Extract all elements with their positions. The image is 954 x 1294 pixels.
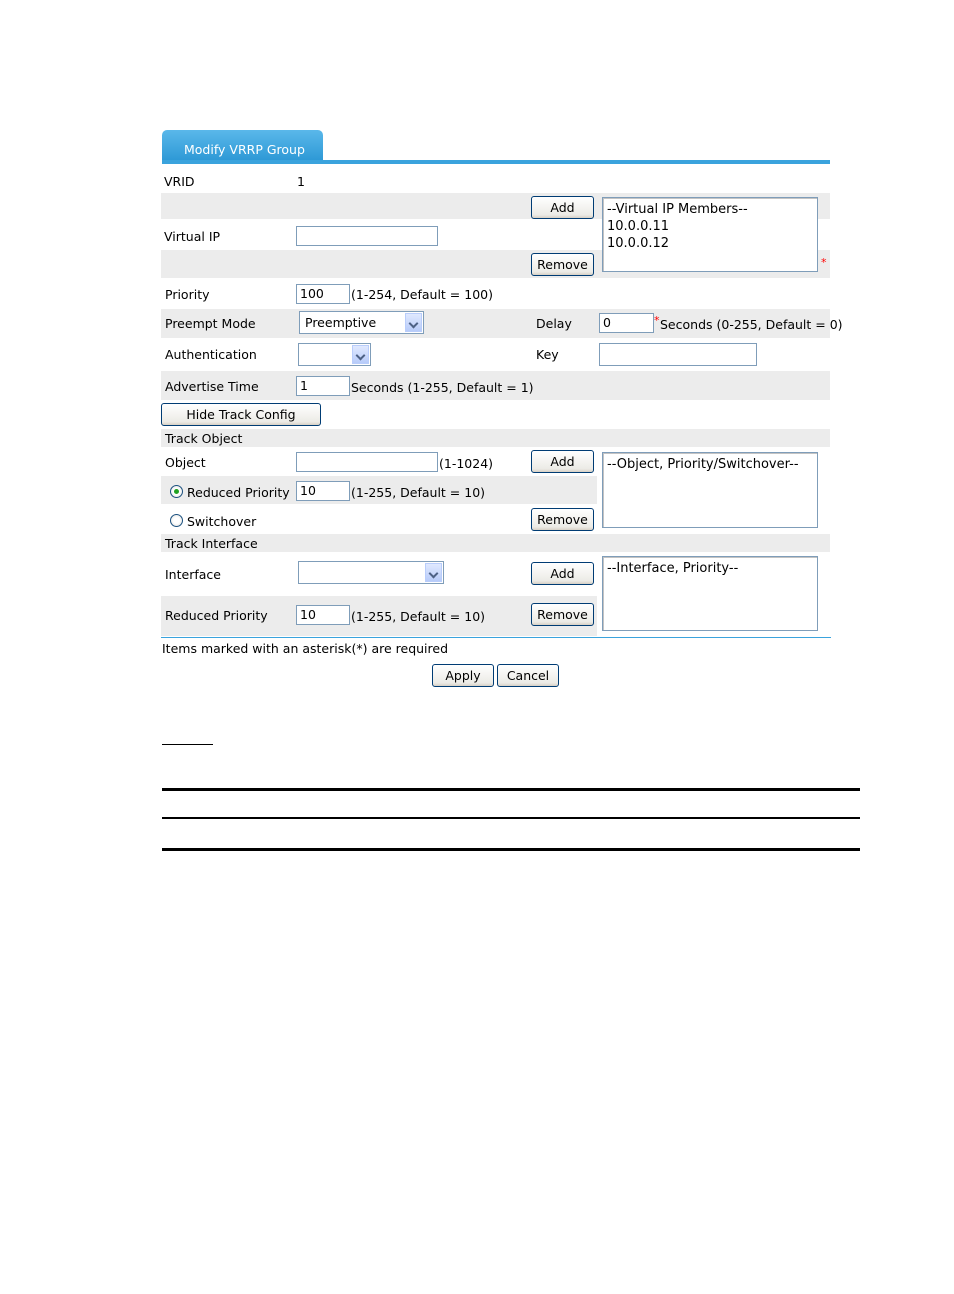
list-item[interactable]: 10.0.0.12 [607,236,670,251]
reduced-priority-label: Reduced Priority [187,485,290,500]
preempt-mode-label: Preempt Mode [165,316,256,331]
delay-hint: Seconds (0-255, Default = 0) [660,317,843,332]
authentication-label: Authentication [165,347,257,362]
chevron-down-icon[interactable] [352,345,369,364]
table-middle-rule [162,817,860,819]
chevron-down-icon[interactable] [405,313,422,332]
key-input[interactable] [599,343,757,366]
authentication-select[interactable] [298,343,371,366]
list-item[interactable]: 10.0.0.11 [607,219,670,234]
track-object-add-button[interactable]: Add [531,450,594,473]
row-shade [161,534,830,552]
row-shade [161,429,830,447]
priority-label: Priority [165,287,210,302]
preempt-mode-select[interactable] [299,311,424,334]
list-item[interactable]: --Virtual IP Members-- [607,202,748,217]
tab-underline [162,160,830,164]
track-object-reduced-priority-input[interactable]: 10 [296,481,350,501]
track-interface-add-button[interactable]: Add [531,562,594,585]
required-asterisk: * [821,256,827,269]
cancel-button[interactable]: Cancel [497,664,559,687]
tab-modify-vrrp-group[interactable] [162,130,323,163]
list-item[interactable]: --Object, Priority/Switchover-- [607,457,799,472]
preempt-mode-value: Preemptive [305,315,377,330]
priority-hint: (1-254, Default = 100) [351,287,493,302]
track-interface-reduced-priority-hint: (1-255, Default = 10) [351,609,486,624]
track-interface-remove-button[interactable]: Remove [531,603,594,626]
key-label: Key [536,347,559,362]
track-object-reduced-priority-hint: (1-255, Default = 10) [351,485,486,500]
reduced-priority-radio[interactable] [170,485,183,498]
virtual-ip-remove-button[interactable]: Remove [531,253,594,276]
table-bottom-rule [162,848,860,851]
track-interface-section-label: Track Interface [165,536,258,551]
apply-button[interactable]: Apply [432,664,494,687]
interface-select[interactable] [298,561,444,584]
switchover-label: Switchover [187,514,257,529]
vrid-value: 1 [297,174,305,189]
hide-track-config-button[interactable]: Hide Track Config [161,403,321,426]
tab-title: Modify VRRP Group [184,142,305,157]
delay-input[interactable]: 0 [599,313,654,333]
advertise-time-label: Advertise Time [165,379,259,394]
virtual-ip-label: Virtual IP [164,229,221,244]
required-fields-note: Items marked with an asterisk(*) are required [162,641,449,656]
track-interface-list[interactable] [602,556,818,631]
required-asterisk: * [654,314,660,327]
advertise-time-input[interactable]: 1 [296,376,350,396]
chevron-down-icon[interactable] [425,563,442,582]
track-interface-reduced-priority-label: Reduced Priority [165,608,268,623]
vrid-label: VRID [164,174,195,189]
switchover-radio[interactable] [170,514,183,527]
object-input[interactable] [296,452,438,472]
track-object-section-label: Track Object [165,431,243,446]
object-hint: (1-1024) [439,456,494,471]
short-rule [162,744,213,745]
priority-input[interactable]: 100 [296,284,350,304]
track-interface-reduced-priority-input[interactable]: 10 [296,605,350,625]
form-divider [161,637,831,638]
interface-label: Interface [165,567,221,582]
object-label: Object [165,455,206,470]
virtual-ip-input[interactable] [296,226,438,246]
virtual-ip-add-button[interactable]: Add [531,196,594,219]
virtual-ip-members-list[interactable] [602,197,818,272]
track-object-remove-button[interactable]: Remove [531,508,594,531]
list-item[interactable]: --Interface, Priority-- [607,561,739,576]
delay-label: Delay [536,316,572,331]
advertise-time-hint: Seconds (1-255, Default = 1) [351,380,534,395]
track-object-list[interactable] [602,452,818,528]
table-top-rule [162,788,860,791]
